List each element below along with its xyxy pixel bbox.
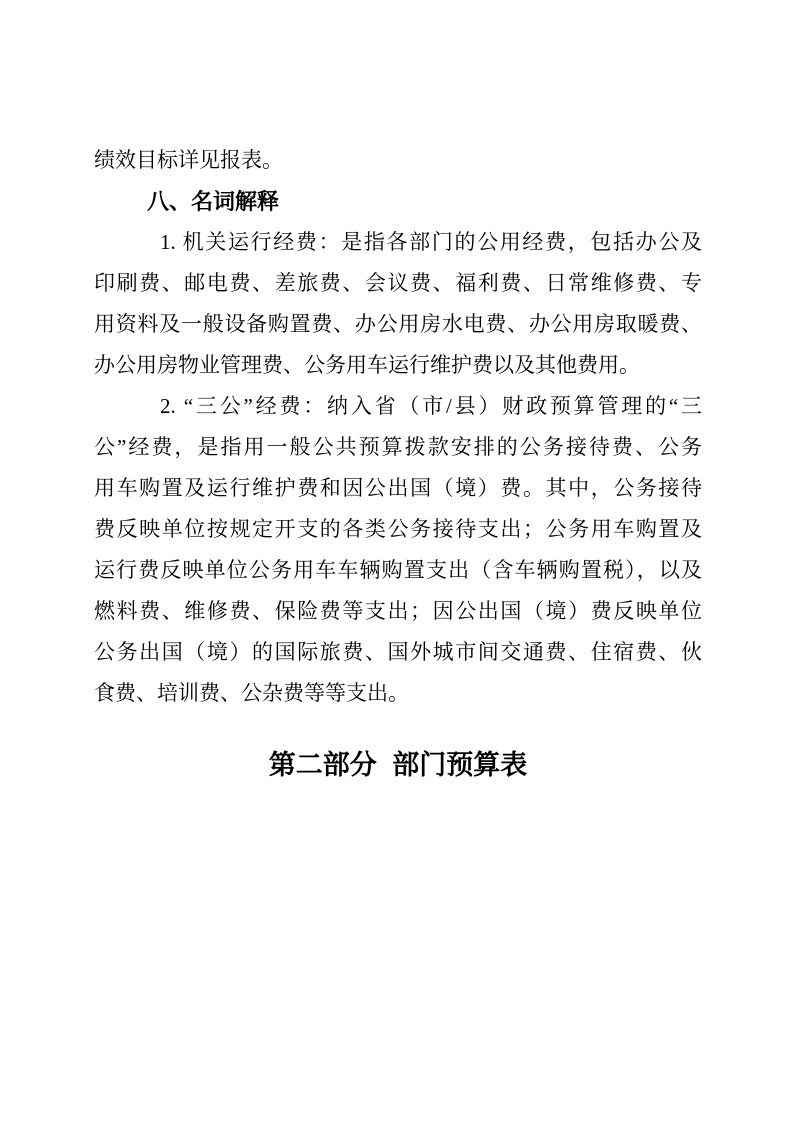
- part2-heading: 第二部分 部门预算表: [268, 750, 528, 780]
- text-line: 燃料费、维修费、保险费等支出；因公出国（境）费反映单位: [94, 599, 702, 623]
- text-line: 食费、培训费、公杂费等等支出。: [94, 681, 409, 705]
- text-line: 用资料及一般设备购置费、办公用房水电费、办公用房取暖费、: [94, 312, 702, 336]
- text-line: 费反映单位按规定开支的各类公务接待支出；公务用车购置及: [94, 517, 702, 541]
- text-line: 运行费反映单位公务用车车辆购置支出（含车辆购置税），以及: [94, 558, 702, 582]
- text-line: 办公用房物业管理费、公务用车运行维护费以及其他费用。: [94, 353, 640, 377]
- text-line: 公务出国（境）的国际旅费、国外城市间交通费、住宿费、伙: [94, 640, 702, 664]
- term-definition-2: [94, 386, 702, 714]
- text-line: 公”经费，是指用一般公共预算拨款安排的公务接待费、公务: [94, 435, 702, 459]
- text-block: [94, 140, 702, 789]
- term-definition-1: [94, 222, 702, 386]
- text-line: 用车购置及运行维护费和因公出国（境）费。其中，公务接待: [94, 476, 702, 500]
- paragraph-continuation: 绩效目标详见报表。: [94, 148, 283, 172]
- glossary-heading: 八、名词解释: [147, 189, 280, 214]
- text-line: 1. 机关运行经费：是指各部门的公用经费，包括办公及: [160, 230, 702, 254]
- text-line: 印刷费、邮电费、差旅费、会议费、福利费、日常维修费、专: [94, 271, 702, 295]
- text-line: 2. “三公”经费：纳入省（市/县）财政预算管理的“三: [160, 394, 702, 418]
